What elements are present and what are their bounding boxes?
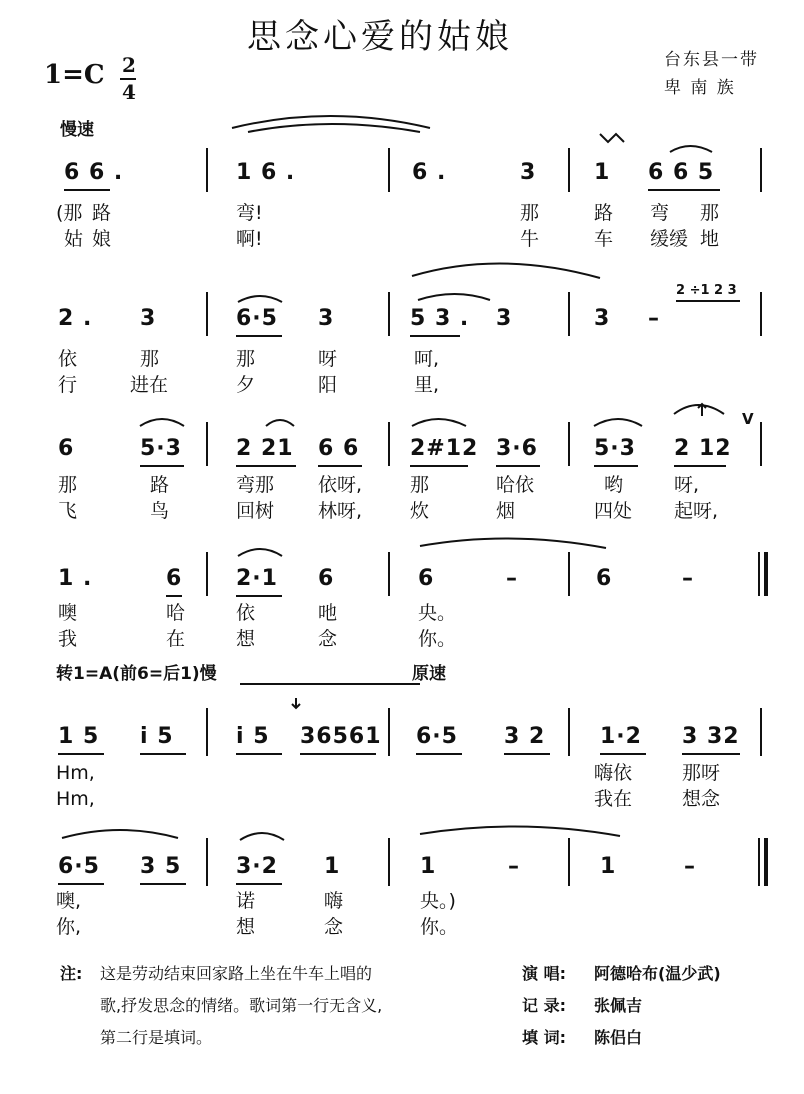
lyric: 在 bbox=[166, 628, 186, 650]
lyric: 央。 bbox=[418, 602, 457, 624]
dash: – bbox=[506, 566, 518, 591]
lyric: 那 bbox=[700, 202, 720, 224]
trill-mark bbox=[600, 134, 624, 142]
tempo-mark-start: 慢速 bbox=[60, 120, 94, 140]
note-group: 2·1 bbox=[236, 566, 278, 591]
lyric: 炊 bbox=[410, 500, 430, 522]
slur bbox=[62, 830, 178, 838]
lyric: 哈依 bbox=[496, 474, 535, 496]
barline bbox=[206, 292, 208, 336]
tempo-mark-modulation: 转1=A(前6=后1)慢 bbox=[56, 664, 217, 684]
beam-underline bbox=[140, 883, 186, 885]
barline-double bbox=[758, 838, 760, 886]
note-group: 36561 bbox=[300, 724, 382, 749]
slur bbox=[418, 294, 490, 300]
note-group: 3 bbox=[140, 306, 157, 331]
beam-underline bbox=[300, 753, 376, 755]
note-group: 6 6 bbox=[318, 436, 360, 461]
barline bbox=[568, 148, 570, 192]
lyric: 你, bbox=[56, 916, 82, 938]
lyric: 你。 bbox=[420, 916, 459, 938]
note-group: 1 5 bbox=[58, 724, 100, 749]
lyric: 噢, bbox=[56, 890, 82, 912]
beam-underline bbox=[674, 465, 726, 467]
barline bbox=[206, 422, 208, 466]
barline bbox=[568, 838, 570, 886]
time-signature-bottom: 4 bbox=[122, 80, 136, 104]
note-group: 6 bbox=[318, 566, 335, 591]
grace-note: 2 ÷1 2 3 bbox=[676, 283, 737, 298]
lyric: 飞 bbox=[58, 500, 78, 522]
barline bbox=[388, 292, 390, 336]
note-group: 3 bbox=[594, 306, 611, 331]
lyric: 想 bbox=[236, 916, 256, 938]
lyric: 路 bbox=[594, 202, 614, 224]
barline bbox=[760, 148, 762, 192]
note-group: 5 3 . bbox=[410, 306, 470, 331]
barline bbox=[760, 708, 762, 756]
note-group: 2 12 bbox=[674, 436, 732, 461]
lyric: 林呀, bbox=[318, 500, 363, 522]
credit-role: 演 唱: bbox=[522, 964, 566, 983]
lyric: 弯 bbox=[650, 202, 670, 224]
note-group: 6 bbox=[58, 436, 75, 461]
note-group: 5·3 bbox=[140, 436, 182, 461]
lyric: 路 bbox=[150, 474, 170, 496]
lyric: 里, bbox=[414, 374, 440, 396]
source-region: 台东县一带 bbox=[664, 50, 759, 70]
lyric: 哟 bbox=[604, 474, 624, 496]
credit-name: 阿德哈布(温少武) bbox=[594, 964, 721, 983]
beam-underline bbox=[496, 465, 540, 467]
lyric: 噢 bbox=[58, 602, 78, 624]
lyric: 弯那 bbox=[236, 474, 275, 496]
beam-underline bbox=[236, 753, 282, 755]
note-group: 3 bbox=[318, 306, 335, 331]
lyric: 嗨 bbox=[324, 890, 344, 912]
lyric: 依 bbox=[58, 348, 78, 370]
note-group: i 5 bbox=[236, 724, 270, 749]
beam-underline bbox=[318, 465, 362, 467]
lyric: 行 bbox=[58, 374, 78, 396]
beam-underline bbox=[140, 465, 184, 467]
note-group: 1 bbox=[600, 854, 617, 879]
key-signature: 1=C bbox=[44, 60, 105, 90]
lyric: 车 bbox=[594, 228, 614, 250]
lyric: 鸟 bbox=[150, 500, 170, 522]
lyric: 地 bbox=[700, 228, 720, 250]
beam-underline bbox=[58, 883, 104, 885]
lyric: 呵, bbox=[414, 348, 440, 370]
note-group: 6 6 5 bbox=[648, 160, 715, 185]
footnote-line: 歌,抒发思念的情绪。歌词第一行无含义, bbox=[100, 996, 383, 1015]
barline bbox=[568, 708, 570, 756]
lyric: 念 bbox=[324, 916, 344, 938]
lyric: 依 bbox=[236, 602, 256, 624]
lyric: 诺 bbox=[236, 890, 256, 912]
lyric: 阳 bbox=[318, 374, 338, 396]
beam-underline bbox=[416, 753, 462, 755]
note-group: 3 bbox=[496, 306, 513, 331]
barline bbox=[206, 708, 208, 756]
note-group: 6 6 . bbox=[64, 160, 124, 185]
barline bbox=[388, 422, 390, 466]
lyric: 呀, bbox=[674, 474, 700, 496]
beam-underline bbox=[236, 883, 282, 885]
lyric: 央。) bbox=[420, 890, 456, 912]
beam-underline bbox=[236, 465, 296, 467]
slur bbox=[420, 538, 606, 548]
note-group: 1·2 bbox=[600, 724, 642, 749]
credit-role: 填 词: bbox=[522, 1028, 566, 1047]
lyric: 娘 bbox=[92, 228, 112, 250]
slur bbox=[232, 116, 430, 128]
beam-underline bbox=[166, 595, 182, 597]
beam-underline bbox=[594, 465, 638, 467]
lyric: 那 bbox=[410, 474, 430, 496]
slur bbox=[238, 296, 282, 302]
source-people: 卑 南 族 bbox=[664, 78, 736, 98]
up-arrow-icon bbox=[698, 404, 706, 416]
slur bbox=[266, 420, 294, 426]
note-group: 2#12 bbox=[410, 436, 479, 461]
footnote-line: 这是劳动结束回家路上坐在牛车上唱的 bbox=[100, 964, 373, 983]
barline bbox=[760, 292, 762, 336]
slur bbox=[412, 419, 466, 426]
beam-underline bbox=[682, 753, 740, 755]
lyric: 那 bbox=[520, 202, 540, 224]
slur bbox=[670, 146, 712, 152]
note-group: i 5 bbox=[140, 724, 174, 749]
slur bbox=[420, 826, 620, 836]
lyric: 想 bbox=[236, 628, 256, 650]
note-group: 3·6 bbox=[496, 436, 538, 461]
note-group: 3 2 bbox=[504, 724, 546, 749]
tempo-mark-resume: 原速 bbox=[412, 664, 446, 684]
note-group: 1 bbox=[594, 160, 611, 185]
barline bbox=[388, 838, 390, 886]
credit-name: 陈侣白 bbox=[594, 1028, 643, 1047]
dash: – bbox=[684, 854, 696, 879]
lyric: 我在 bbox=[594, 788, 633, 810]
lyric: 哈 bbox=[166, 602, 186, 624]
time-signature-top: 2 bbox=[122, 53, 136, 77]
beam-underline bbox=[236, 335, 282, 337]
barline bbox=[568, 422, 570, 466]
note-group: 1 6 . bbox=[236, 160, 296, 185]
lyric: 那 bbox=[140, 348, 160, 370]
lyric: 吔 bbox=[318, 602, 338, 624]
lyric: Hm, bbox=[56, 762, 95, 784]
note-group: 6·5 bbox=[416, 724, 458, 749]
note-group: 6·5 bbox=[236, 306, 278, 331]
down-arrow-icon bbox=[292, 698, 300, 708]
note-group: 6 bbox=[166, 566, 183, 591]
beam-underline bbox=[648, 189, 720, 191]
barline bbox=[568, 552, 570, 596]
beam-underline bbox=[140, 753, 186, 755]
lyric: 烟 bbox=[496, 500, 516, 522]
lyric: 啊! bbox=[236, 228, 263, 250]
slur bbox=[412, 263, 600, 278]
barline bbox=[206, 838, 208, 886]
note-group: 6 bbox=[418, 566, 435, 591]
beam-underline bbox=[504, 753, 550, 755]
barline-double bbox=[764, 838, 768, 886]
dash: – bbox=[648, 306, 660, 331]
note-group: 1 bbox=[420, 854, 437, 879]
note-group: 3 5 bbox=[140, 854, 182, 879]
beam-underline bbox=[410, 465, 468, 467]
note-group: 6 . bbox=[412, 160, 447, 185]
credit-name: 张佩吉 bbox=[594, 996, 643, 1015]
footnote-line: 第二行是填词。 bbox=[100, 1028, 213, 1047]
barline-double bbox=[758, 552, 760, 596]
lyric: 那 bbox=[58, 474, 78, 496]
lyric: 念 bbox=[318, 628, 338, 650]
barline-double bbox=[764, 552, 768, 596]
beam-underline bbox=[58, 753, 104, 755]
dash: – bbox=[508, 854, 520, 879]
dash: – bbox=[682, 566, 694, 591]
barline bbox=[568, 292, 570, 336]
note-group: 3 bbox=[520, 160, 537, 185]
beam-underline bbox=[676, 300, 740, 302]
lyric: 夕 bbox=[236, 374, 256, 396]
beam-underline bbox=[236, 595, 282, 597]
lyric: 那呀 bbox=[682, 762, 721, 784]
note-group: 3 32 bbox=[682, 724, 740, 749]
barline bbox=[388, 708, 390, 756]
barline bbox=[206, 552, 208, 596]
note-group: 1 . bbox=[58, 566, 93, 591]
note-group: 3·2 bbox=[236, 854, 278, 879]
slur bbox=[238, 549, 282, 556]
song-title: 思念心爱的姑娘 bbox=[247, 17, 513, 57]
lyric: 我 bbox=[58, 628, 78, 650]
barline bbox=[388, 148, 390, 192]
lyric: Hm, bbox=[56, 788, 95, 810]
note-group: 1 bbox=[324, 854, 341, 879]
lyric: 姑 bbox=[64, 228, 84, 250]
lyric: 依呀, bbox=[318, 474, 363, 496]
lyric: (那 bbox=[56, 202, 83, 224]
lyric: 缓缓 bbox=[650, 228, 689, 250]
lyric: 路 bbox=[92, 202, 112, 224]
lyric: 嗨依 bbox=[594, 762, 633, 784]
lyric: 呀 bbox=[318, 348, 338, 370]
note-group: 6 bbox=[596, 566, 613, 591]
beam-underline bbox=[64, 189, 110, 191]
barline bbox=[206, 148, 208, 192]
beam-underline bbox=[600, 753, 646, 755]
lyric: 你。 bbox=[418, 628, 457, 650]
beam-underline bbox=[410, 335, 460, 337]
lyric: 进在 bbox=[130, 374, 169, 396]
note-group: 2 21 bbox=[236, 436, 294, 461]
lyric: 那 bbox=[236, 348, 256, 370]
lyric: 回树 bbox=[236, 500, 275, 522]
slur bbox=[240, 833, 284, 840]
slur bbox=[140, 419, 184, 426]
note-group: 6·5 bbox=[58, 854, 100, 879]
lyric: 弯! bbox=[236, 202, 263, 224]
slur bbox=[248, 124, 420, 132]
lyric: 牛 bbox=[520, 228, 540, 250]
footnote-label: 注: bbox=[60, 964, 83, 983]
lyric: 四处 bbox=[594, 500, 633, 522]
barline bbox=[760, 422, 762, 466]
lyric: 想念 bbox=[682, 788, 721, 810]
note-group: 5·3 bbox=[594, 436, 636, 461]
breath-mark: V bbox=[742, 410, 754, 428]
slur bbox=[594, 419, 642, 426]
barline bbox=[388, 552, 390, 596]
lyric: 起呀, bbox=[674, 500, 719, 522]
credit-role: 记 录: bbox=[522, 996, 566, 1015]
note-group: 2 . bbox=[58, 306, 93, 331]
